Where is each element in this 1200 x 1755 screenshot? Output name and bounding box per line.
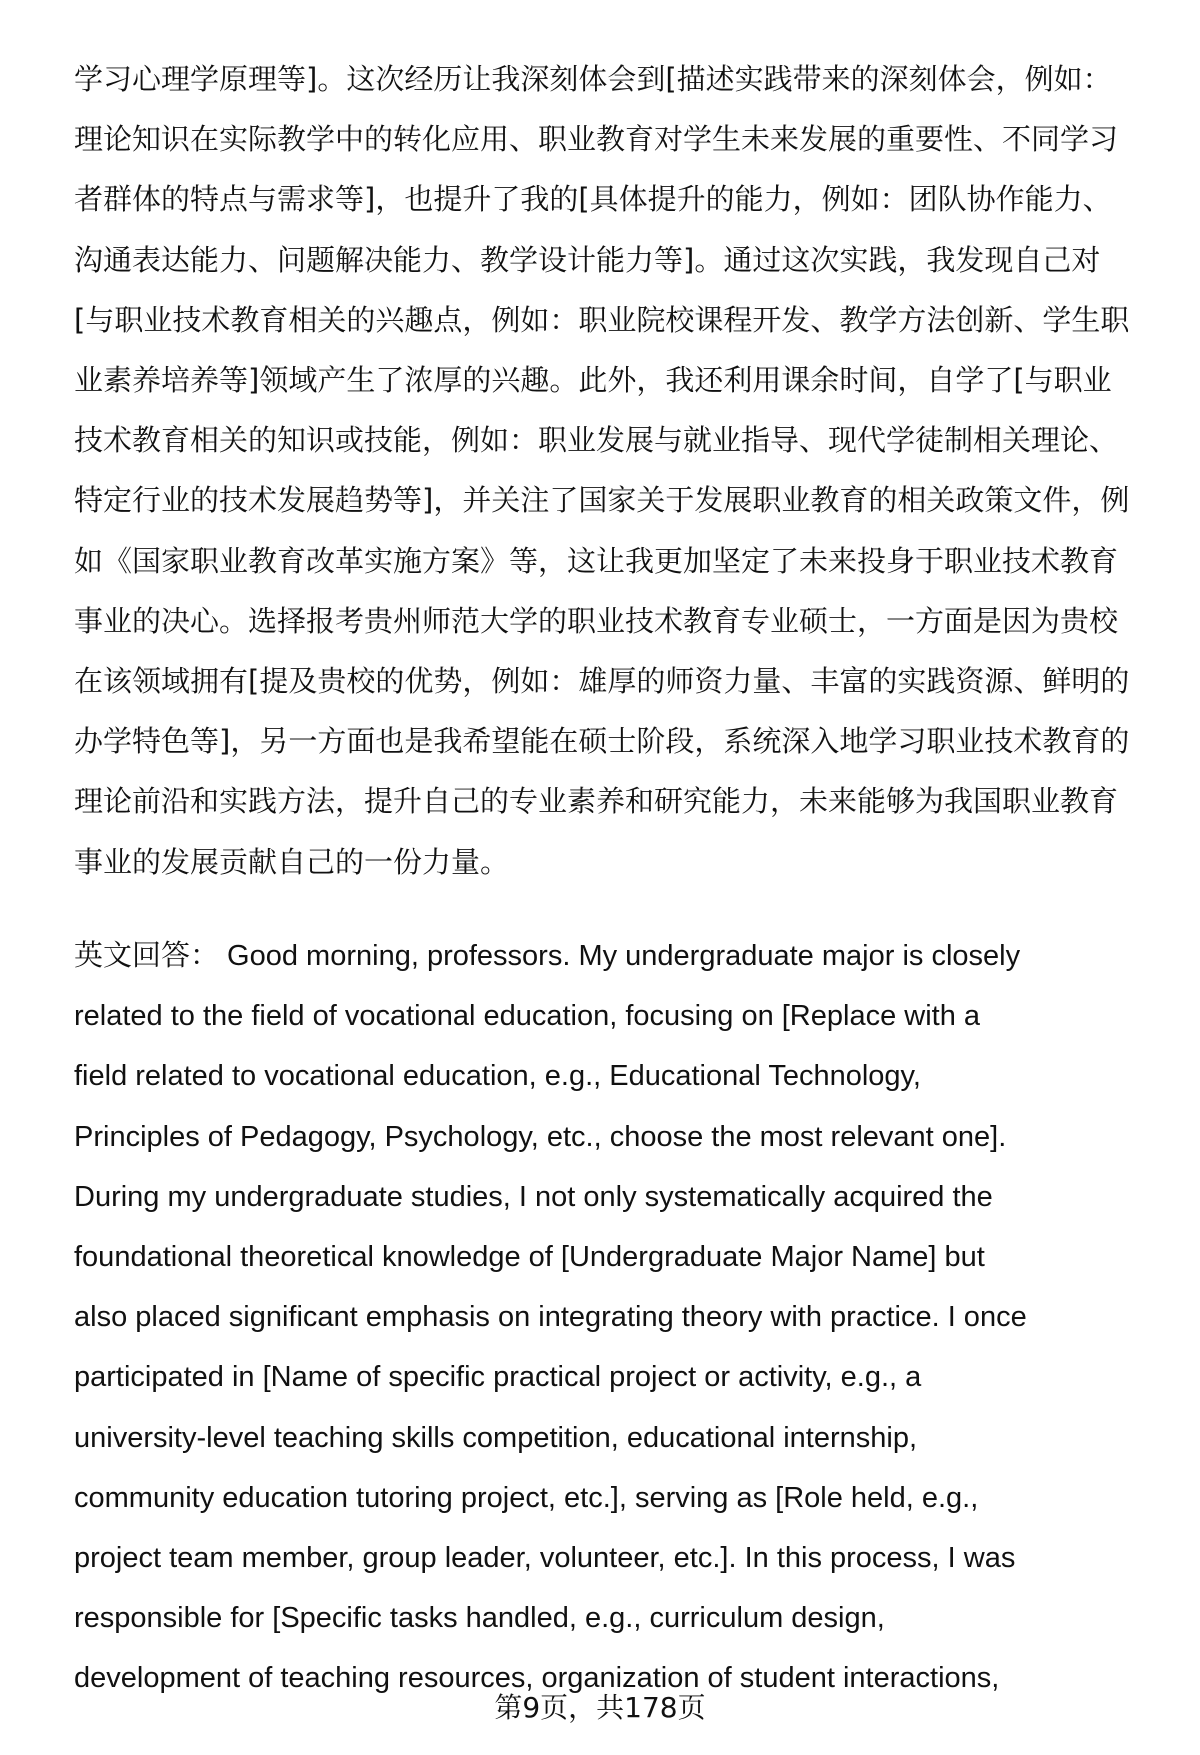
- text-line: community education tutoring project, etc.], serving as [Role held, e.g.,: [74, 1481, 979, 1514]
- text-line: 办学特色等]，另一方面也是我希望能在硕士阶段，系统深入地学习职业技术教育的: [74, 724, 1130, 759]
- text-line: project team member, group leader, volunteer, etc.]. In this process, I was: [74, 1542, 1016, 1574]
- text-line: 特定行业的技术发展趋势等]，并关注了国家关于发展职业教育的相关政策文件，例: [74, 483, 1130, 518]
- text-line: foundational theoretical knowledge of [Undergraduate Major Name] but: [74, 1241, 985, 1273]
- text-line: related to the field of vocational education, focusing on [Replace with a: [74, 1000, 981, 1033]
- text-line: development of teaching resources, organization of student interactions,: [74, 1662, 1000, 1695]
- text-line: 者群体的特点与需求等]，也提升了我的[具体提升的能力，例如：团队协作能力、: [74, 182, 1112, 217]
- text-line: also placed significant emphasis on integrating theory with practice. I once: [74, 1301, 1027, 1334]
- text-line: Principles of Pedagogy, Psychology, etc., choose the most relevant one].: [74, 1120, 1007, 1153]
- text-line: 事业的发展贡献自己的一份力量。: [74, 844, 510, 879]
- page-number-footer: 第9页，共178页: [494, 1691, 706, 1724]
- text-line: 业素养培养等]领域产生了浓厚的兴趣。此外，我还利用课余时间，自学了[与职业: [74, 363, 1112, 397]
- text-line: 英文回答： Good morning, professors. My undergraduate major is closely: [74, 940, 1021, 972]
- text-line: responsible for [Specific tasks handled, e.g., curriculum design,: [74, 1602, 885, 1635]
- text-line: 理论前沿和实践方法，提升自己的专业素养和研究能力，未来能够为我国职业教育: [74, 784, 1119, 819]
- text-line: 沟通表达能力、问题解决能力、教学设计能力等]。通过这次实践，我发现自己对: [74, 242, 1101, 277]
- text-line: 理论知识在实际教学中的转化应用、职业教育对学生未来发展的重要性、不同学习: [74, 122, 1119, 157]
- text-line: 如《国家职业教育改革实施方案》等，这让我更加坚定了未来投身于职业技术教育: [74, 543, 1119, 578]
- text-line: [与职业技术教育相关的兴趣点，例如：职业院校课程开发、教学方法创新、学生职: [74, 302, 1130, 337]
- text-line: 技术教育相关的知识或技能，例如：职业发展与就业指导、现代学徒制相关理论、: [74, 423, 1119, 458]
- text-line: 在该领域拥有[提及贵校的优势，例如：雄厚的师资力量、丰富的实践资源、鲜明的: [74, 664, 1130, 698]
- text-line: university-level teaching skills competition, educational internship,: [74, 1421, 918, 1454]
- text-line: participated in [Name of specific practical project or activity, e.g., a: [74, 1361, 922, 1394]
- text-line: 学习心理学原理等]。这次经历让我深刻体会到[描述实践带来的深刻体会，例如：: [74, 62, 1112, 96]
- text-line: 事业的决心。选择报考贵州师范大学的职业技术教育专业硕士，一方面是因为贵校: [74, 603, 1119, 638]
- text-line: field related to vocational education, e.g., Educational Technology,: [74, 1060, 921, 1093]
- text-line: During my undergraduate studies, I not only systematically acquired the: [74, 1180, 993, 1213]
